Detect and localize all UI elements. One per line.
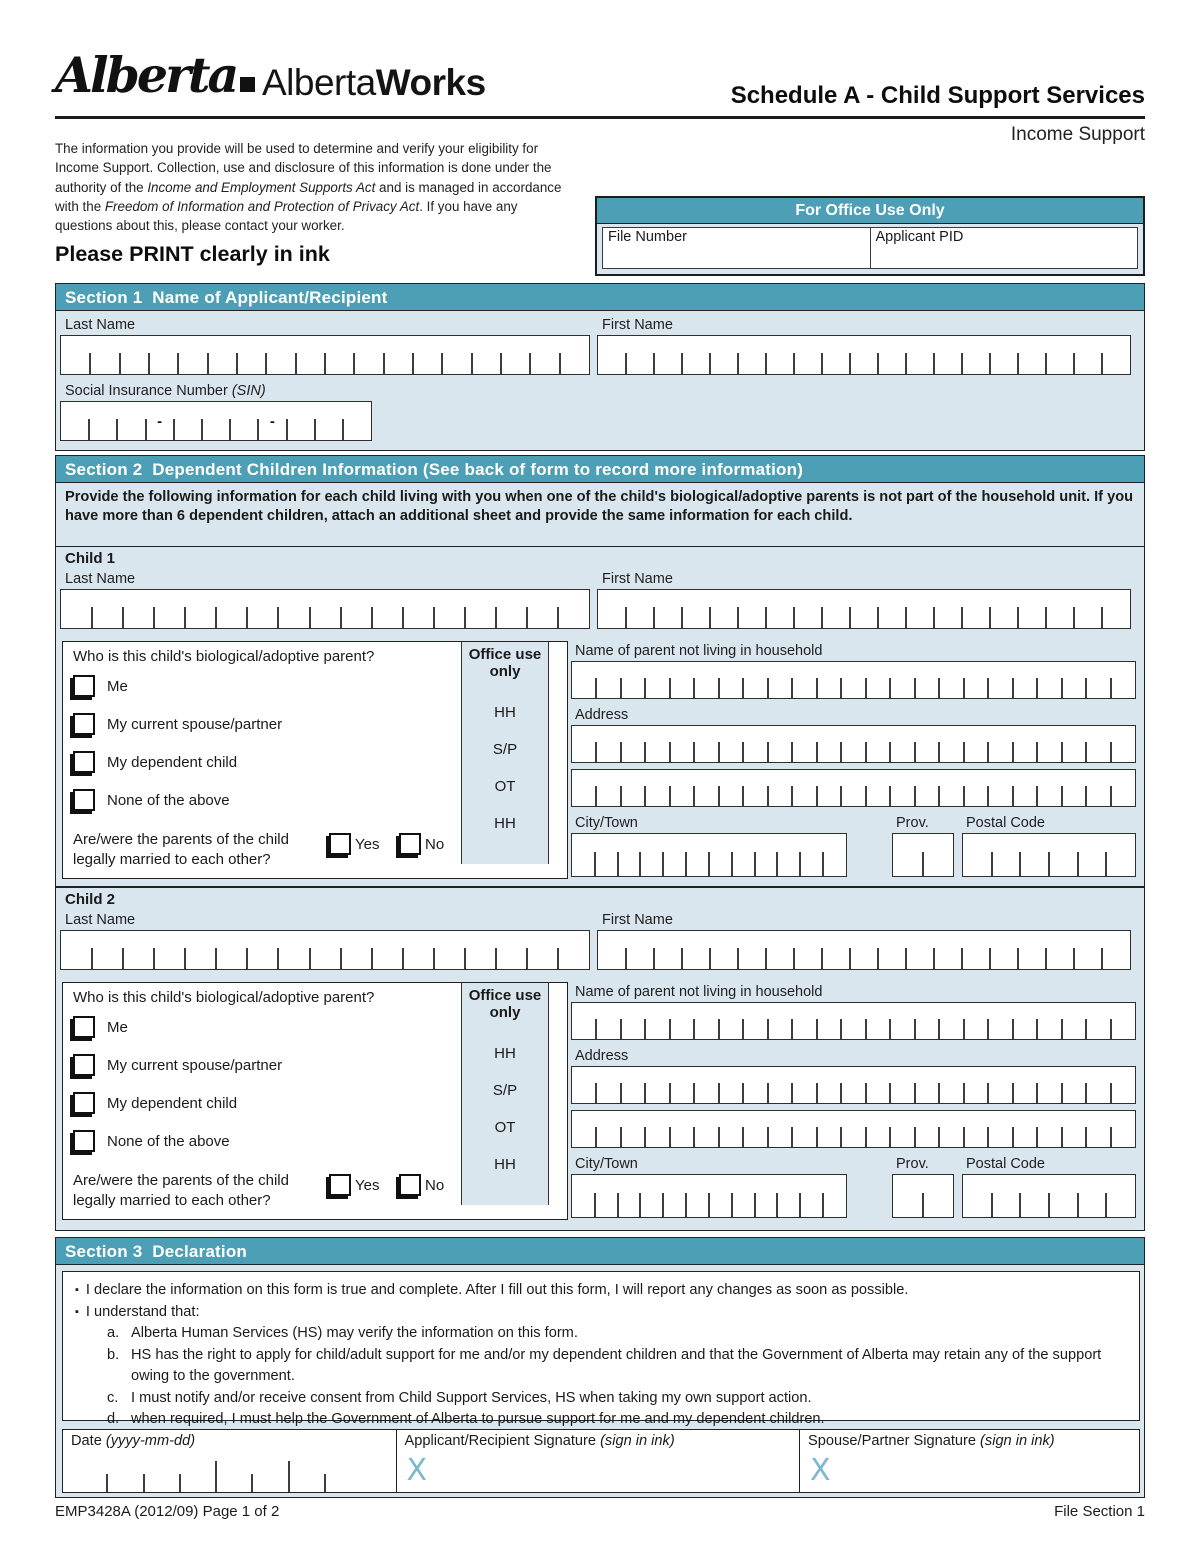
office-code-hh2: HH: [494, 1156, 516, 1173]
date-cell[interactable]: [63, 1430, 397, 1492]
postal-code-field[interactable]: [962, 1174, 1136, 1218]
city-label: City/Town: [575, 1156, 638, 1172]
child-title: Child 1: [65, 550, 116, 567]
married-question: Are/were the parents of the child legally married to each other?: [73, 831, 289, 869]
parent-spouse-label: My current spouse/partner: [107, 716, 283, 733]
office-use-fields: [602, 227, 1138, 269]
print-instruction: Please PRINT clearly in ink: [55, 242, 330, 266]
child-first-name-field[interactable]: [597, 589, 1131, 629]
spouse-signature-cell[interactable]: Spouse/Partner Signature (sign in ink) X: [808, 1433, 1055, 1488]
signature-table: [62, 1429, 1140, 1493]
child-first-name-label: First Name: [602, 571, 673, 587]
office-use-column-title: Office use only: [468, 987, 542, 1022]
child-last-name-field[interactable]: [60, 930, 590, 970]
parent-question-box: [62, 641, 568, 879]
first-name-field[interactable]: [597, 335, 1131, 375]
postal-code-label: Postal Code: [966, 815, 1045, 831]
office-use-column: [461, 983, 549, 1205]
declaration-statement-2: ▪ I understand that:: [75, 1302, 1127, 1324]
privacy-notice: The information you provide will be used to determine and verify your eligibility for Income Support. Collection, use and disclosure of this information is done under the authority of the Income and Employment Supports Act and is managed in accordance with the Freedom of Information and Protection of Privacy Act. If you have any questions about this, please contact your worker.: [55, 141, 562, 234]
parent-question: Who is this child's biological/adoptive parent?: [73, 989, 375, 1006]
parent-name-label: Name of parent not living in household: [575, 984, 823, 1000]
alberta-logo-mark-icon: [240, 77, 255, 92]
prov-label: Prov.: [896, 815, 929, 831]
address-field-line1[interactable]: [571, 725, 1136, 763]
address-field-line1[interactable]: [571, 1066, 1136, 1104]
spouse-signature-label: Spouse/Partner Signature: [808, 1433, 981, 1449]
prov-field[interactable]: [892, 1174, 954, 1218]
alberta-works-logo: AlbertaWorks: [262, 62, 486, 103]
bullet-icon: ▪: [75, 1305, 79, 1318]
parent-me-checkbox[interactable]: [73, 1016, 95, 1038]
declaration-item-b: b. HS has the right to apply for child/adult support for me and/or my dependent children and that the Government of Alberta may retain any of the support owing to the government.: [107, 1346, 1102, 1384]
parent-spouse-checkbox[interactable]: [73, 1054, 95, 1076]
address-field-line2[interactable]: [571, 1110, 1136, 1148]
declaration-item-d: d. when required, I must help the Government of Alberta to pursue support for me and my dependent children.: [107, 1411, 825, 1427]
section3-header: Section 3 Declaration: [55, 1237, 1145, 1265]
prov-field[interactable]: [892, 833, 954, 877]
married-no-checkbox[interactable]: [399, 1174, 421, 1196]
parent-question-box: [62, 982, 568, 1220]
file-number-field[interactable]: [603, 228, 871, 268]
section2-body: [55, 483, 1145, 1231]
postal-code-label: Postal Code: [966, 1156, 1045, 1172]
file-section: File Section 1: [1054, 1503, 1145, 1520]
parent-name-field[interactable]: [571, 1002, 1136, 1040]
office-code-hh1: HH: [494, 1045, 516, 1062]
married-yes-checkbox[interactable]: [329, 833, 351, 855]
parent-none-label: None of the above: [107, 792, 230, 809]
child-block: [56, 888, 1144, 1227]
applicant-signature-x: X: [406, 1453, 428, 1488]
applicant-pid-field[interactable]: [871, 228, 1138, 268]
postal-code-field[interactable]: [962, 833, 1136, 877]
office-use-header: For Office Use Only: [597, 198, 1143, 224]
city-field[interactable]: [571, 1174, 847, 1218]
parent-none-checkbox[interactable]: [73, 789, 95, 811]
parent-dependent-checkbox[interactable]: [73, 1092, 95, 1114]
address-label: Address: [575, 1048, 629, 1064]
date-label: Date: [71, 1433, 106, 1449]
declaration-item-c: c. I must notify and/or receive consent from Child Support Services, HS when taking my own support action.: [107, 1389, 812, 1406]
married-yes-label: Yes: [355, 836, 380, 853]
office-use-column: [461, 642, 549, 864]
declaration-item-a: a. Alberta Human Services (HS) may verify the information on this form.: [107, 1325, 578, 1341]
bullet-icon: ▪: [75, 1284, 79, 1296]
child-block: [56, 547, 1144, 888]
parent-none-checkbox[interactable]: [73, 1130, 95, 1152]
married-question: Are/were the parents of the child legally married to each other?: [73, 1172, 289, 1210]
applicant-pid-label: Applicant PID: [875, 229, 964, 245]
first-name-label: First Name: [602, 317, 673, 333]
form-title: Schedule A - Child Support Services: [730, 82, 1145, 109]
married-no-label: No: [425, 1177, 445, 1194]
declaration-statement-1: ▪ I declare the information on this form is true and complete. After I fill out this form, I will report any changes as soon as possible.: [75, 1280, 1127, 1302]
parent-me-checkbox[interactable]: [73, 675, 95, 697]
parent-question: Who is this child's biological/adoptive parent?: [73, 648, 375, 665]
office-code-sp: S/P: [492, 1082, 518, 1099]
parent-dependent-label: My dependent child: [107, 754, 238, 771]
child-title: Child 2: [65, 891, 116, 908]
child-first-name-field[interactable]: [597, 930, 1131, 970]
office-code-ot: OT: [494, 1119, 516, 1136]
office-code-sp: S/P: [492, 741, 518, 758]
child-last-name-label: Last Name: [65, 571, 136, 587]
parent-dependent-label: My dependent child: [107, 1095, 238, 1112]
married-yes-label: Yes: [355, 1177, 380, 1194]
city-field[interactable]: [571, 833, 847, 877]
office-code-hh2: HH: [494, 815, 516, 832]
section3-body: [55, 1265, 1145, 1498]
city-label: City/Town: [575, 815, 638, 831]
office-code-ot: OT: [494, 778, 516, 795]
section2-instructions: Provide the following information for each child living with you when one of the child's biological/adoptive parents is not part of the household unit. If you have more than 6 dependent children, attach an additional sheet and provide the same information for each child.: [56, 483, 1144, 547]
child-last-name-field[interactable]: [60, 589, 590, 629]
parent-spouse-label: My current spouse/partner: [107, 1057, 283, 1074]
married-yes-checkbox[interactable]: [329, 1174, 351, 1196]
child-first-name-label: First Name: [602, 912, 673, 928]
married-no-checkbox[interactable]: [399, 833, 421, 855]
date-field[interactable]: [71, 1460, 361, 1492]
address-label: Address: [575, 707, 629, 723]
sin-label: Social Insurance Number (SIN): [65, 383, 266, 399]
section1-header: Section 1 Name of Applicant/Recipient: [55, 283, 1145, 311]
declaration-box: [62, 1271, 1140, 1427]
alberta-logo: [55, 46, 255, 104]
file-number-label: File Number: [608, 229, 687, 245]
last-name-field[interactable]: [60, 335, 590, 375]
applicant-signature-label: Applicant/Recipient Signature: [404, 1433, 601, 1449]
parent-me-label: Me: [107, 678, 128, 695]
spouse-signature-x: X: [810, 1453, 831, 1488]
form-number: EMP3428A (2012/09) Page 1 of 2: [55, 1503, 280, 1520]
parent-dependent-checkbox[interactable]: [73, 751, 95, 773]
section2-header: Section 2 Dependent Children Information (See back of form to record more information): [55, 455, 1145, 483]
parent-name-label: Name of parent not living in household: [575, 643, 823, 659]
form-subtitle: Income Support: [1010, 124, 1145, 145]
office-code-hh1: HH: [494, 704, 516, 721]
applicant-signature-cell[interactable]: Applicant/Recipient Signature (sign in ink) X: [397, 1430, 801, 1492]
office-use-box: [595, 196, 1145, 276]
parent-name-field[interactable]: [571, 661, 1136, 699]
married-no-label: No: [425, 836, 445, 853]
alberta-logo-text: Alberta: [55, 46, 237, 104]
child-last-name-label: Last Name: [65, 912, 136, 928]
section1-body: [55, 311, 1145, 451]
address-field-line2[interactable]: [571, 769, 1136, 807]
header-rule: [55, 116, 1145, 119]
sin-field[interactable]: - -: [60, 401, 372, 441]
office-use-column-title: Office use only: [468, 646, 542, 681]
parent-me-label: Me: [107, 1019, 128, 1036]
prov-label: Prov.: [896, 1156, 929, 1172]
last-name-label: Last Name: [65, 317, 136, 333]
parent-none-label: None of the above: [107, 1133, 230, 1150]
parent-spouse-checkbox[interactable]: [73, 713, 95, 735]
date-format-hint: (yyyy-mm-dd): [105, 1433, 196, 1449]
